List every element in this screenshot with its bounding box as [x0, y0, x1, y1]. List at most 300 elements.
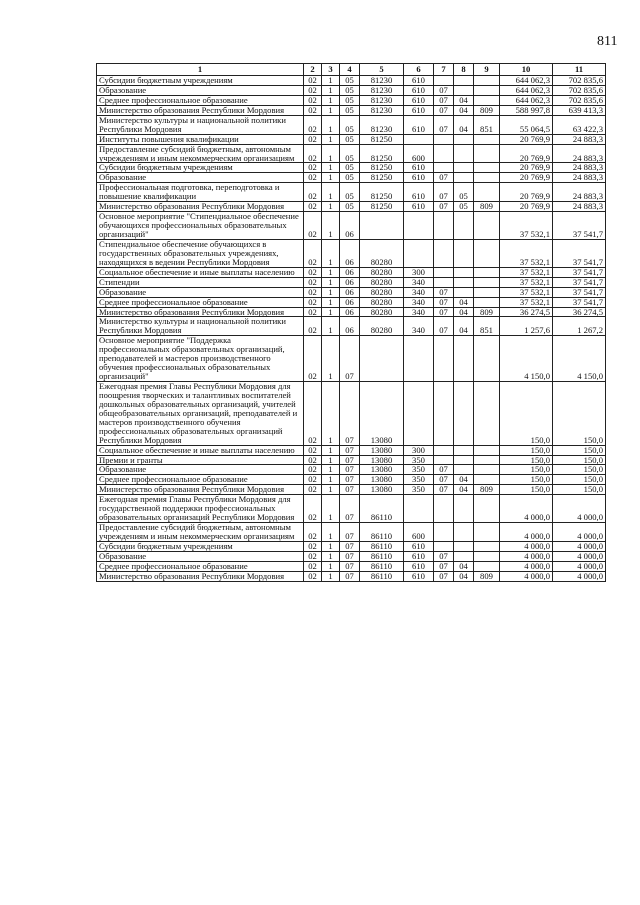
- gp-code-cell: 02: [304, 561, 322, 571]
- amount-year1-cell: 4 000,0: [500, 495, 553, 523]
- section-cell: [434, 239, 454, 267]
- gp-code-cell: 02: [304, 76, 322, 86]
- row-name-cell: Министерство образования Республики Мордовия: [97, 202, 304, 212]
- table-header-row: [97, 64, 606, 76]
- event-code-cell: 06: [340, 307, 360, 317]
- subprogram-code-cell: 1: [322, 144, 340, 163]
- section-cell: [434, 495, 454, 523]
- subprogram-code-cell: 1: [322, 163, 340, 173]
- amount-year2-cell: 37 541,7: [553, 297, 606, 307]
- amount-year1-cell: 37 532,1: [500, 212, 553, 240]
- ministry-code-cell: [474, 495, 500, 523]
- amount-year2-cell: 150,0: [553, 455, 606, 465]
- page-number: 811: [597, 34, 618, 49]
- table-row: [97, 183, 606, 202]
- amount-year1-cell: 4 000,0: [500, 541, 553, 551]
- table-row: [97, 85, 606, 95]
- expense-type-cell: 350: [404, 455, 434, 465]
- amount-year1-cell: 588 997,8: [500, 105, 553, 115]
- subsection-cell: [454, 144, 474, 163]
- section-cell: 07: [434, 551, 454, 561]
- ministry-code-cell: [474, 336, 500, 382]
- amount-year2-cell: 24 883,3: [553, 173, 606, 183]
- ministry-code-cell: [474, 382, 500, 446]
- section-cell: 07: [434, 85, 454, 95]
- subsection-cell: 04: [454, 307, 474, 317]
- gp-code-cell: 02: [304, 455, 322, 465]
- amount-year1-cell: 36 274,5: [500, 307, 553, 317]
- column-header: 10: [500, 64, 553, 76]
- gp-code-cell: 02: [304, 541, 322, 551]
- expense-type-cell: [404, 239, 434, 267]
- section-cell: 07: [434, 571, 454, 581]
- ministry-code-cell: 809: [474, 571, 500, 581]
- expense-type-cell: [404, 382, 434, 446]
- column-header: 4: [340, 64, 360, 76]
- event-code-cell: 07: [340, 475, 360, 485]
- ministry-code-cell: [474, 239, 500, 267]
- section-cell: [434, 541, 454, 551]
- subprogram-code-cell: 1: [322, 382, 340, 446]
- gp-code-cell: 02: [304, 445, 322, 455]
- direction-code-cell: 81250: [360, 173, 404, 183]
- column-header: 11: [553, 64, 606, 76]
- gp-code-cell: 02: [304, 475, 322, 485]
- subprogram-code-cell: 1: [322, 183, 340, 202]
- ministry-code-cell: [474, 561, 500, 571]
- table-row: [97, 307, 606, 317]
- gp-code-cell: 02: [304, 183, 322, 202]
- subsection-cell: 04: [454, 95, 474, 105]
- ministry-code-cell: 809: [474, 105, 500, 115]
- gp-code-cell: 02: [304, 495, 322, 523]
- subsection-cell: [454, 445, 474, 455]
- table-row: [97, 541, 606, 551]
- ministry-code-cell: [474, 455, 500, 465]
- direction-code-cell: [360, 336, 404, 382]
- table-row: [97, 485, 606, 495]
- expense-type-cell: 340: [404, 307, 434, 317]
- direction-code-cell: 80280: [360, 267, 404, 277]
- table-row: [97, 561, 606, 571]
- row-name-cell: Субсидии бюджетным учреждениям: [97, 76, 304, 86]
- table-row: [97, 475, 606, 485]
- subprogram-code-cell: 1: [322, 239, 340, 267]
- ministry-code-cell: [474, 134, 500, 144]
- subsection-cell: [454, 523, 474, 542]
- expense-type-cell: [404, 212, 434, 240]
- section-cell: [434, 445, 454, 455]
- expense-type-cell: 610: [404, 551, 434, 561]
- column-header: 5: [360, 64, 404, 76]
- expense-type-cell: 340: [404, 317, 434, 336]
- ministry-code-cell: 851: [474, 115, 500, 134]
- table-row: [97, 287, 606, 297]
- subsection-cell: [454, 134, 474, 144]
- row-name-cell: Субсидии бюджетным учреждениям: [97, 541, 304, 551]
- ministry-code-cell: 851: [474, 317, 500, 336]
- gp-code-cell: 02: [304, 287, 322, 297]
- amount-year1-cell: 20 769,9: [500, 163, 553, 173]
- gp-code-cell: 02: [304, 212, 322, 240]
- event-code-cell: 07: [340, 523, 360, 542]
- row-name-cell: Стипендии: [97, 277, 304, 287]
- amount-year1-cell: 150,0: [500, 382, 553, 446]
- row-name-cell: Ежегодная премия Главы Республики Мордовия для государственной поддержки профессиональных образовательных организаций Республики Мордовия: [97, 495, 304, 523]
- amount-year1-cell: 150,0: [500, 485, 553, 495]
- subprogram-code-cell: 1: [322, 485, 340, 495]
- row-name-cell: Образование: [97, 85, 304, 95]
- amount-year2-cell: 4 000,0: [553, 541, 606, 551]
- row-name-cell: Ежегодная премия Главы Республики Мордовия для поощрения творческих и талантливых воспитателей дошкольных образовательных организаций, учителей общеобразовательных организаций, преподавателей и мастеров производственного обучения профессиональных образовательных организаций Республики Мордовия: [97, 382, 304, 446]
- section-cell: 07: [434, 317, 454, 336]
- amount-year2-cell: 1 267,2: [553, 317, 606, 336]
- expense-type-cell: 600: [404, 523, 434, 542]
- event-code-cell: 05: [340, 76, 360, 86]
- direction-code-cell: 81250: [360, 183, 404, 202]
- amount-year2-cell: 24 883,3: [553, 134, 606, 144]
- ministry-code-cell: [474, 95, 500, 105]
- row-name-cell: Стипендиальное обеспечение обучающихся в государственных образовательных учреждениях, находящихся в ведении Республики Мордовия: [97, 239, 304, 267]
- gp-code-cell: 02: [304, 85, 322, 95]
- amount-year2-cell: 37 541,7: [553, 212, 606, 240]
- direction-code-cell: 86110: [360, 541, 404, 551]
- event-code-cell: 07: [340, 455, 360, 465]
- event-code-cell: 07: [340, 485, 360, 495]
- gp-code-cell: 02: [304, 115, 322, 134]
- amount-year1-cell: 644 062,3: [500, 76, 553, 86]
- ministry-code-cell: [474, 277, 500, 287]
- gp-code-cell: 02: [304, 95, 322, 105]
- expense-type-cell: [404, 134, 434, 144]
- subprogram-code-cell: 1: [322, 475, 340, 485]
- ministry-code-cell: [474, 445, 500, 455]
- amount-year1-cell: 1 257,6: [500, 317, 553, 336]
- row-name-cell: Премии и гранты: [97, 455, 304, 465]
- gp-code-cell: 02: [304, 382, 322, 446]
- row-name-cell: Основное мероприятие "Стипендиальное обеспечение обучающихся профессиональных образовательных организаций": [97, 212, 304, 240]
- subprogram-code-cell: 1: [322, 76, 340, 86]
- gp-code-cell: 02: [304, 571, 322, 581]
- event-code-cell: 06: [340, 297, 360, 307]
- row-name-cell: Социальное обеспечение и иные выплаты населению: [97, 267, 304, 277]
- amount-year1-cell: 150,0: [500, 465, 553, 475]
- table-row: [97, 105, 606, 115]
- section-cell: [434, 277, 454, 287]
- amount-year1-cell: 150,0: [500, 475, 553, 485]
- gp-code-cell: 02: [304, 173, 322, 183]
- amount-year2-cell: 150,0: [553, 485, 606, 495]
- section-cell: 07: [434, 561, 454, 571]
- amount-year1-cell: 37 532,1: [500, 267, 553, 277]
- amount-year2-cell: 639 413,3: [553, 105, 606, 115]
- section-cell: 07: [434, 105, 454, 115]
- subsection-cell: [454, 541, 474, 551]
- subsection-cell: [454, 163, 474, 173]
- event-code-cell: 05: [340, 134, 360, 144]
- direction-code-cell: 81250: [360, 144, 404, 163]
- subprogram-code-cell: 1: [322, 523, 340, 542]
- table-row: [97, 495, 606, 523]
- direction-code-cell: 86110: [360, 561, 404, 571]
- table-row: [97, 95, 606, 105]
- expense-type-cell: 610: [404, 183, 434, 202]
- amount-year1-cell: 4 000,0: [500, 561, 553, 571]
- event-code-cell: 07: [340, 465, 360, 475]
- table-row: [97, 267, 606, 277]
- direction-code-cell: 81230: [360, 76, 404, 86]
- amount-year2-cell: 63 422,3: [553, 115, 606, 134]
- table-row: [97, 297, 606, 307]
- subprogram-code-cell: 1: [322, 561, 340, 571]
- expense-type-cell: 610: [404, 561, 434, 571]
- subprogram-code-cell: 1: [322, 465, 340, 475]
- direction-code-cell: 81230: [360, 115, 404, 134]
- subsection-cell: [454, 212, 474, 240]
- section-cell: 07: [434, 173, 454, 183]
- section-cell: [434, 163, 454, 173]
- column-header: 9: [474, 64, 500, 76]
- ministry-code-cell: [474, 76, 500, 86]
- subsection-cell: 04: [454, 561, 474, 571]
- gp-code-cell: 02: [304, 239, 322, 267]
- amount-year1-cell: 37 532,1: [500, 239, 553, 267]
- direction-code-cell: 13080: [360, 455, 404, 465]
- row-name-cell: Социальное обеспечение и иные выплаты населению: [97, 445, 304, 455]
- subsection-cell: [454, 76, 474, 86]
- subprogram-code-cell: 1: [322, 115, 340, 134]
- event-code-cell: 05: [340, 163, 360, 173]
- table-row: [97, 144, 606, 163]
- direction-code-cell: 81250: [360, 202, 404, 212]
- expense-type-cell: 300: [404, 267, 434, 277]
- ministry-code-cell: [474, 297, 500, 307]
- amount-year1-cell: 4 150,0: [500, 336, 553, 382]
- section-cell: [434, 336, 454, 382]
- event-code-cell: 05: [340, 173, 360, 183]
- expense-type-cell: 610: [404, 541, 434, 551]
- amount-year2-cell: 4 150,0: [553, 336, 606, 382]
- column-header: 7: [434, 64, 454, 76]
- subprogram-code-cell: 1: [322, 173, 340, 183]
- table-row: [97, 163, 606, 173]
- column-header: 2: [304, 64, 322, 76]
- table-row: [97, 465, 606, 475]
- section-cell: 07: [434, 183, 454, 202]
- expense-type-cell: 350: [404, 465, 434, 475]
- amount-year1-cell: 4 000,0: [500, 571, 553, 581]
- direction-code-cell: 81250: [360, 163, 404, 173]
- section-cell: [434, 455, 454, 465]
- subprogram-code-cell: 1: [322, 317, 340, 336]
- table-row: [97, 134, 606, 144]
- subprogram-code-cell: 1: [322, 277, 340, 287]
- section-cell: [434, 134, 454, 144]
- ministry-code-cell: [474, 541, 500, 551]
- event-code-cell: 05: [340, 105, 360, 115]
- direction-code-cell: 86110: [360, 495, 404, 523]
- amount-year1-cell: 37 532,1: [500, 287, 553, 297]
- table-row: [97, 202, 606, 212]
- row-name-cell: Предоставление субсидий бюджетным, автономным учреждениям и иным некоммерческим организациям: [97, 523, 304, 542]
- subsection-cell: 05: [454, 202, 474, 212]
- amount-year1-cell: 4 000,0: [500, 523, 553, 542]
- section-cell: [434, 144, 454, 163]
- section-cell: 07: [434, 475, 454, 485]
- subsection-cell: [454, 465, 474, 475]
- gp-code-cell: 02: [304, 277, 322, 287]
- event-code-cell: 07: [340, 382, 360, 446]
- gp-code-cell: 02: [304, 144, 322, 163]
- amount-year2-cell: 702 835,6: [553, 76, 606, 86]
- section-cell: 07: [434, 485, 454, 495]
- event-code-cell: 07: [340, 495, 360, 523]
- amount-year2-cell: 4 000,0: [553, 523, 606, 542]
- direction-code-cell: 13080: [360, 475, 404, 485]
- expense-type-cell: [404, 336, 434, 382]
- event-code-cell: 06: [340, 317, 360, 336]
- direction-code-cell: 86110: [360, 551, 404, 561]
- ministry-code-cell: [474, 465, 500, 475]
- direction-code-cell: 80280: [360, 307, 404, 317]
- ministry-code-cell: [474, 475, 500, 485]
- table-row: [97, 523, 606, 542]
- subsection-cell: 04: [454, 317, 474, 336]
- direction-code-cell: 86110: [360, 523, 404, 542]
- subsection-cell: 04: [454, 571, 474, 581]
- event-code-cell: 06: [340, 287, 360, 297]
- row-name-cell: Предоставление субсидий бюджетным, автономным учреждениям и иным некоммерческим организациям: [97, 144, 304, 163]
- table-row: [97, 239, 606, 267]
- gp-code-cell: 02: [304, 551, 322, 561]
- subprogram-code-cell: 1: [322, 336, 340, 382]
- table-row: [97, 317, 606, 336]
- table-row: [97, 382, 606, 446]
- gp-code-cell: 02: [304, 267, 322, 277]
- ministry-code-cell: [474, 551, 500, 561]
- gp-code-cell: 02: [304, 317, 322, 336]
- subprogram-code-cell: 1: [322, 212, 340, 240]
- row-name-cell: Институты повышения квалификации: [97, 134, 304, 144]
- gp-code-cell: 02: [304, 134, 322, 144]
- expense-type-cell: 610: [404, 115, 434, 134]
- subsection-cell: [454, 382, 474, 446]
- event-code-cell: 06: [340, 212, 360, 240]
- table-row: [97, 445, 606, 455]
- row-name-cell: Образование: [97, 173, 304, 183]
- ministry-code-cell: [474, 85, 500, 95]
- expense-type-cell: 610: [404, 202, 434, 212]
- amount-year2-cell: 24 883,3: [553, 183, 606, 202]
- direction-code-cell: 80280: [360, 287, 404, 297]
- subprogram-code-cell: 1: [322, 134, 340, 144]
- subprogram-code-cell: 1: [322, 495, 340, 523]
- expense-type-cell: 300: [404, 445, 434, 455]
- gp-code-cell: 02: [304, 307, 322, 317]
- amount-year1-cell: 150,0: [500, 455, 553, 465]
- gp-code-cell: 02: [304, 336, 322, 382]
- gp-code-cell: 02: [304, 297, 322, 307]
- event-code-cell: 05: [340, 115, 360, 134]
- event-code-cell: 05: [340, 144, 360, 163]
- amount-year1-cell: 4 000,0: [500, 551, 553, 561]
- expense-type-cell: 610: [404, 76, 434, 86]
- event-code-cell: 07: [340, 336, 360, 382]
- row-name-cell: Министерство культуры и национальной политики Республики Мордовия: [97, 317, 304, 336]
- direction-code-cell: 80280: [360, 317, 404, 336]
- direction-code-cell: [360, 212, 404, 240]
- subprogram-code-cell: 1: [322, 202, 340, 212]
- table-row: [97, 173, 606, 183]
- subprogram-code-cell: 1: [322, 455, 340, 465]
- expense-type-cell: 350: [404, 475, 434, 485]
- amount-year2-cell: 4 000,0: [553, 571, 606, 581]
- row-name-cell: Профессиональная подготовка, переподготовка и повышение квалификации: [97, 183, 304, 202]
- direction-code-cell: 13080: [360, 445, 404, 455]
- table-row: [97, 336, 606, 382]
- subsection-cell: [454, 336, 474, 382]
- subsection-cell: 04: [454, 297, 474, 307]
- direction-code-cell: 80280: [360, 239, 404, 267]
- amount-year1-cell: 20 769,9: [500, 144, 553, 163]
- table-row: [97, 455, 606, 465]
- amount-year1-cell: 20 769,9: [500, 134, 553, 144]
- expense-type-cell: 340: [404, 287, 434, 297]
- subprogram-code-cell: 1: [322, 297, 340, 307]
- direction-code-cell: 13080: [360, 485, 404, 495]
- subprogram-code-cell: 1: [322, 307, 340, 317]
- amount-year2-cell: 24 883,3: [553, 202, 606, 212]
- event-code-cell: 05: [340, 183, 360, 202]
- direction-code-cell: 86110: [360, 571, 404, 581]
- amount-year1-cell: 20 769,9: [500, 183, 553, 202]
- amount-year2-cell: 37 541,7: [553, 267, 606, 277]
- subprogram-code-cell: 1: [322, 541, 340, 551]
- column-header: 8: [454, 64, 474, 76]
- subprogram-code-cell: 1: [322, 445, 340, 455]
- section-cell: [434, 267, 454, 277]
- section-cell: [434, 382, 454, 446]
- direction-code-cell: 80280: [360, 297, 404, 307]
- subprogram-code-cell: 1: [322, 85, 340, 95]
- ministry-code-cell: [474, 212, 500, 240]
- expense-type-cell: 610: [404, 85, 434, 95]
- subsection-cell: [454, 85, 474, 95]
- table-row: [97, 277, 606, 287]
- amount-year2-cell: 37 541,7: [553, 287, 606, 297]
- ministry-code-cell: [474, 183, 500, 202]
- amount-year2-cell: 150,0: [553, 445, 606, 455]
- amount-year2-cell: 37 541,7: [553, 277, 606, 287]
- row-name-cell: Образование: [97, 465, 304, 475]
- amount-year2-cell: 702 835,6: [553, 85, 606, 95]
- gp-code-cell: 02: [304, 105, 322, 115]
- subprogram-code-cell: 1: [322, 105, 340, 115]
- direction-code-cell: 81230: [360, 95, 404, 105]
- subprogram-code-cell: 1: [322, 287, 340, 297]
- row-name-cell: Среднее профессиональное образование: [97, 475, 304, 485]
- subsection-cell: 04: [454, 115, 474, 134]
- amount-year2-cell: 150,0: [553, 475, 606, 485]
- section-cell: 07: [434, 465, 454, 475]
- gp-code-cell: 02: [304, 163, 322, 173]
- row-name-cell: Субсидии бюджетным учреждениям: [97, 163, 304, 173]
- ministry-code-cell: [474, 523, 500, 542]
- table-row: [97, 76, 606, 86]
- amount-year2-cell: 4 000,0: [553, 551, 606, 561]
- direction-code-cell: 81230: [360, 105, 404, 115]
- event-code-cell: 05: [340, 95, 360, 105]
